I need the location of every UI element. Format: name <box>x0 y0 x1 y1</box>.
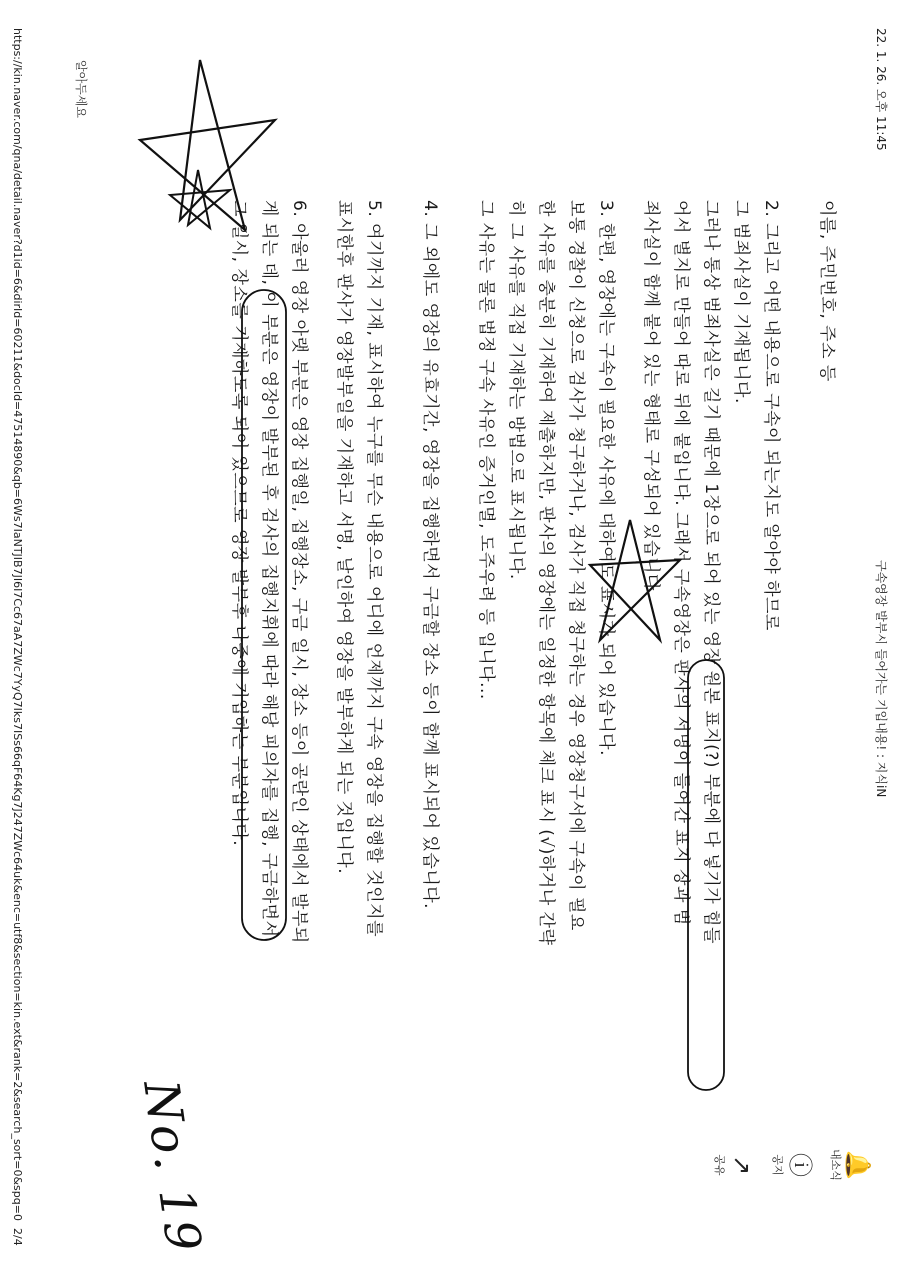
side-item-notice[interactable] <box>770 1130 814 1200</box>
body-line: 그러나 통상 범죄사실은 길기 때문에 1장으로 되어 있는 영장 원본 표지(?) 부분에 다 넣기가 힘들 <box>701 200 721 944</box>
body-line: 6. 아울러 영장 아랫 부분은 영장 집행일, 집행장소, 구금 일시, 장소 등이 공란인 상태에서 발부되 <box>289 200 309 944</box>
body-line: 이름, 주민번호, 주소 등 <box>817 200 837 382</box>
bell-icon: 🔔 <box>844 1150 872 1180</box>
side-item-notifications[interactable] <box>828 1130 872 1200</box>
body-line: 5. 여기까지 기재, 표시하여 누구를 무슨 내용으로 어디에 언제까지 구속 영장을 집행할 것인지를 <box>364 200 384 938</box>
side-menu <box>698 1130 872 1200</box>
body-line: 죄사실이 함께 붙어 있는 형태로 구성되어 있습니다. <box>641 200 661 597</box>
body-line: 그 일시, 장소를 기재하도록 되어 있으므로 영장 발부후 나중에 기입하는 부분입니다. <box>229 200 249 847</box>
answer-body <box>224 200 842 1120</box>
handwritten-page-number: No. 19 <box>132 1076 212 1257</box>
side-item-share[interactable] <box>712 1130 756 1200</box>
body-line: 3. 한편, 영장에는 구속이 필요한 사유에 대하여도 표시가 되어 있습니다. <box>596 200 616 756</box>
share-icon: ↗ <box>728 1154 756 1176</box>
side-item-label: 공지 <box>771 1154 784 1176</box>
help-link[interactable]: 알아두세요 <box>74 60 88 118</box>
side-item-label: 내소식 <box>829 1149 842 1181</box>
page-number: 2/4 <box>11 1228 24 1246</box>
body-line: 히 그 사유를 직접 기재하는 방법으로 표시됩니다. <box>506 200 526 580</box>
body-line: 4. 그 외에도 영장의 유효기간, 영장을 집행하면서 구금할 장소 등이 함께 표시되어 있습니다. <box>420 200 440 910</box>
body-line: 게 되는 데, 이 부분은 영장이 발부된 후 검사의 집행지휘에 따라 해당 피의자를 집행, 구금하면서 <box>259 200 279 938</box>
body-line: 2. 그리고 어떤 내용으로 구속이 되는지도 알아야 하므로 <box>761 200 781 631</box>
star-mark <box>170 170 230 228</box>
print-date: 22. 1. 26. 오후 11:45 <box>874 28 888 151</box>
body-line: 한 사유를 충분히 기재하여 제출하지만, 판사의 영장에는 일정한 항목에 체크 표시 (√)하거나 간략 <box>536 200 556 946</box>
page-title: 구속영장 발부시 들어가는 기입내용! : 지식iN <box>874 560 888 798</box>
side-item-label: 공유 <box>713 1154 726 1176</box>
body-line: 그 사유는 물론 법정 구속 사유인 증거인멸, 도주우려 등 입니다... <box>476 200 496 700</box>
source-url: https://kin.naver.com/qna/detail.naver?d1id=6&dirId=60211&docId=47514890&qb=6Ws7IaNTJIB7JI6I7Cc67aA7ZWc7YyQ7Iks7ISs66qF64Kg7J247ZWc64uk&enc=utf8&section=kin.ext&rank=2&search_sort=0&spq=0 <box>11 28 24 1221</box>
body-line: 표시한후 판사가 영장발부일을 기재하고 서명, 날인하여 영장을 발부하게 되는 것입니다. <box>334 200 354 875</box>
body-line: 보통 경찰이 신청으로 검사가 청구하거나, 검사가 직접 청구하는 경우 영장청구서에 구속이 필요 <box>566 200 586 931</box>
notice-icon: ⓘ <box>786 1153 814 1177</box>
body-line: 어서 별지로 만들어 따로 뒤에 붙입니다. 그래서 구속영장은 판사의 서명이 들어간 표지 장과 범 <box>671 200 691 926</box>
body-line: 그 범죄사실이 기재됩니다. <box>731 200 751 404</box>
